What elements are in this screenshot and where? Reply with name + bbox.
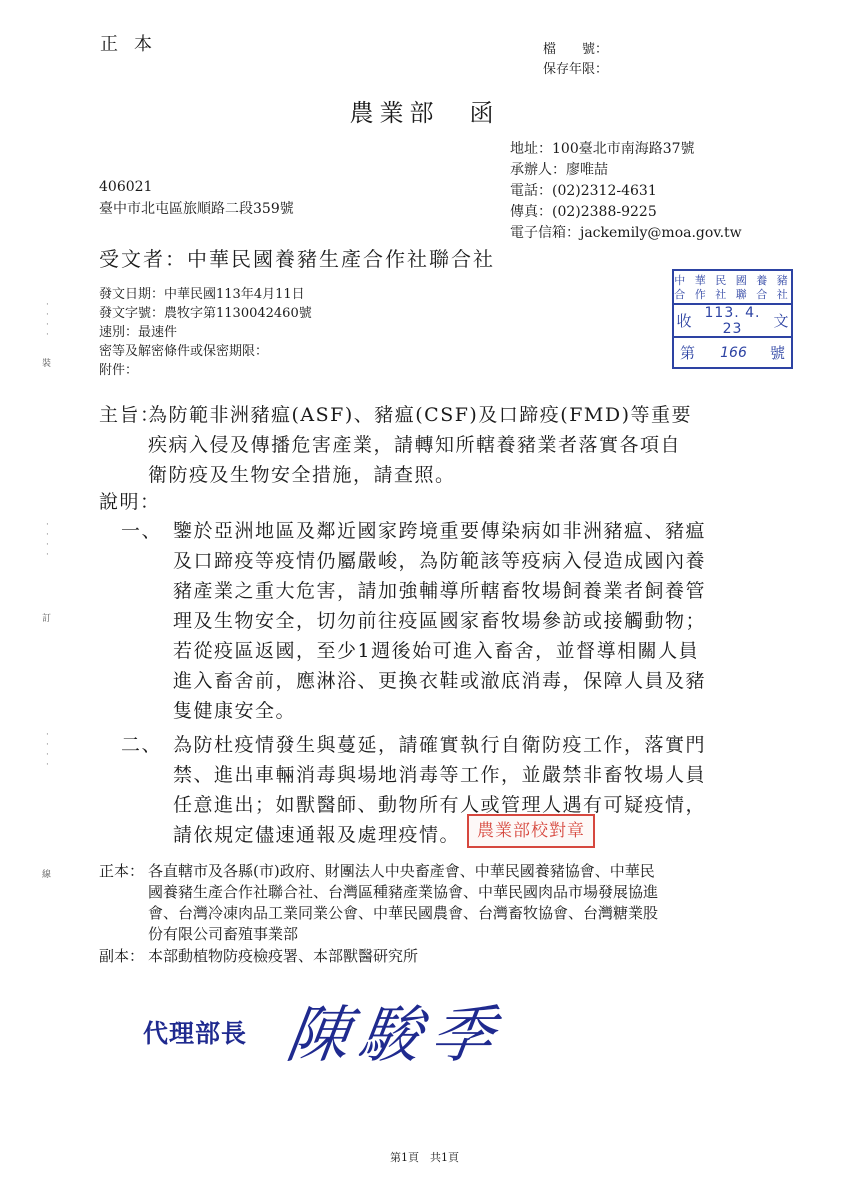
sender-info <box>510 139 742 244</box>
document-number: 發文字號：農牧字第1130042460號 <box>99 306 312 321</box>
item-number: 二、 <box>121 734 163 756</box>
document-title: 農業部 函 <box>349 99 500 127</box>
binding-dots: · · · · <box>46 730 49 770</box>
cc-main-line: 會、台灣冷凍肉品工業同業公會、中華民國農會、台灣畜牧協會、台灣糖業股 <box>148 904 659 922</box>
cc-copy-label: 副本： <box>99 947 145 965</box>
sender-phone: 電話：(02)2312-4631 <box>510 183 657 199</box>
item-line: 任意進出；如獸醫師、動物所有人或管理人遇有可疑疫情， <box>173 794 707 816</box>
item-line: 禁、進出車輛消毒與場地消毒等工作，並嚴禁非畜牧場人員 <box>173 764 707 786</box>
stamp-date-row <box>674 305 791 338</box>
stamp-org-line2: 合 作 社 聯 合 社 <box>674 288 791 301</box>
document-meta <box>99 285 312 380</box>
item-line: 請依規定儘速通報及處理疫情。 <box>173 824 461 846</box>
binding-dots: · · · · <box>46 300 49 340</box>
receipt-stamp <box>672 269 793 369</box>
recipient: 受文者：中華民國養豬生產合作社聯合社 <box>99 247 495 271</box>
item-line: 豬產業之重大危害，請加強輔導所轄畜牧場飼養業者飼養管 <box>173 580 707 602</box>
binding-dots: · · · · <box>46 520 49 560</box>
cc-main-line: 各直轄市及各縣(市)政府、財團法人中央畜產會、中華民國養豬協會、中華民 <box>148 862 655 880</box>
signature-name: 陳駿季 <box>282 998 509 1071</box>
subject-line: 為防範非洲豬瘟(ASF)、豬瘟(CSF)及口蹄疫(FMD)等重要 <box>148 404 693 426</box>
cc-main-line: 國養豬生產合作社聯合社、台灣區種豬產業協會、中華民國肉品市場發展協進 <box>148 883 659 901</box>
stamp-number-row <box>674 338 791 367</box>
sender-email: 電子信箱：jackemily@moa.gov.tw <box>510 225 742 241</box>
subject-line: 衛防疫及生物安全措施，請查照。 <box>148 464 456 486</box>
filing-info <box>543 40 608 80</box>
cc-main-line: 份有限公司畜殖事業部 <box>148 925 299 943</box>
item-line: 進入畜舍前，應淋浴、更換衣鞋或澈底消毒，保障人員及豬 <box>173 670 707 692</box>
stamp-recv-date: 113. 4. 23 <box>704 304 761 337</box>
item-line: 為防杜疫情發生與蔓延，請確實執行自衛防疫工作，落實門 <box>173 734 707 756</box>
item-line: 隻健康安全。 <box>173 700 297 722</box>
item-line: 及口蹄疫等疫情仍屬嚴峻，為防範該等疫病入侵造成國內養 <box>173 550 707 572</box>
stamp-recv-label: 收 <box>676 312 692 330</box>
signature-title: 代理部長 <box>143 1019 248 1048</box>
page-number: 第1頁 共1頁 <box>390 1151 459 1164</box>
postal-code: 406021 <box>99 179 153 195</box>
stamp-recv-suffix: 文 <box>773 312 789 330</box>
description-label: 說明： <box>99 491 161 513</box>
retention-label: 保存年限： <box>543 62 609 77</box>
stamp-org <box>674 271 791 305</box>
stamp-org-line1: 中 華 民 國 養 豬 <box>674 274 791 287</box>
sender-address: 地址：100臺北市南海路37號 <box>510 141 695 157</box>
item-line: 若從疫區返國，至少1週後始可進入畜舍，並督導相關人員 <box>173 640 700 662</box>
subject-label: 主旨： <box>99 404 161 426</box>
stamp-no-label: 第 <box>680 344 696 362</box>
stamp-no-suffix: 號 <box>769 344 785 362</box>
binding-mark: 裝 <box>42 359 52 369</box>
subject-line: 疾病入侵及傳播危害產業，請轉知所轄養豬業者落實各項自 <box>148 434 682 456</box>
file-number-label: 檔 號： <box>543 42 609 57</box>
copy-mark: 正本 <box>100 34 168 55</box>
attachment: 附件： <box>99 363 139 378</box>
recipient-address <box>99 176 294 220</box>
binding-mark: 線 <box>42 870 52 880</box>
delivery-speed: 速別：最速件 <box>99 325 178 340</box>
cc-copy-line: 本部動植物防疫檢疫署、本部獸醫研究所 <box>148 947 419 965</box>
street-address: 臺中市北屯區旅順路二段359號 <box>99 201 294 217</box>
item-line: 鑒於亞洲地區及鄰近國家跨境重要傳染病如非洲豬瘟、豬瘟 <box>173 520 707 542</box>
issue-date: 發文日期：中華民國113年4月11日 <box>99 287 305 302</box>
binding-mark: 訂 <box>42 614 52 624</box>
sender-fax: 傳真：(02)2388-9225 <box>510 204 657 220</box>
item-number: 一、 <box>121 520 163 542</box>
item-line: 理及生物安全，切勿前往疫區國家畜牧場參訪或接觸動物； <box>173 610 707 632</box>
cc-main-label: 正本： <box>99 862 145 880</box>
sender-handler: 承辦人：廖唯喆 <box>510 162 608 178</box>
stamp-no-value: 166 <box>720 344 747 361</box>
proofreading-seal: 農業部校對章 <box>467 814 595 848</box>
security-level: 密等及解密條件或保密期限： <box>99 344 269 359</box>
